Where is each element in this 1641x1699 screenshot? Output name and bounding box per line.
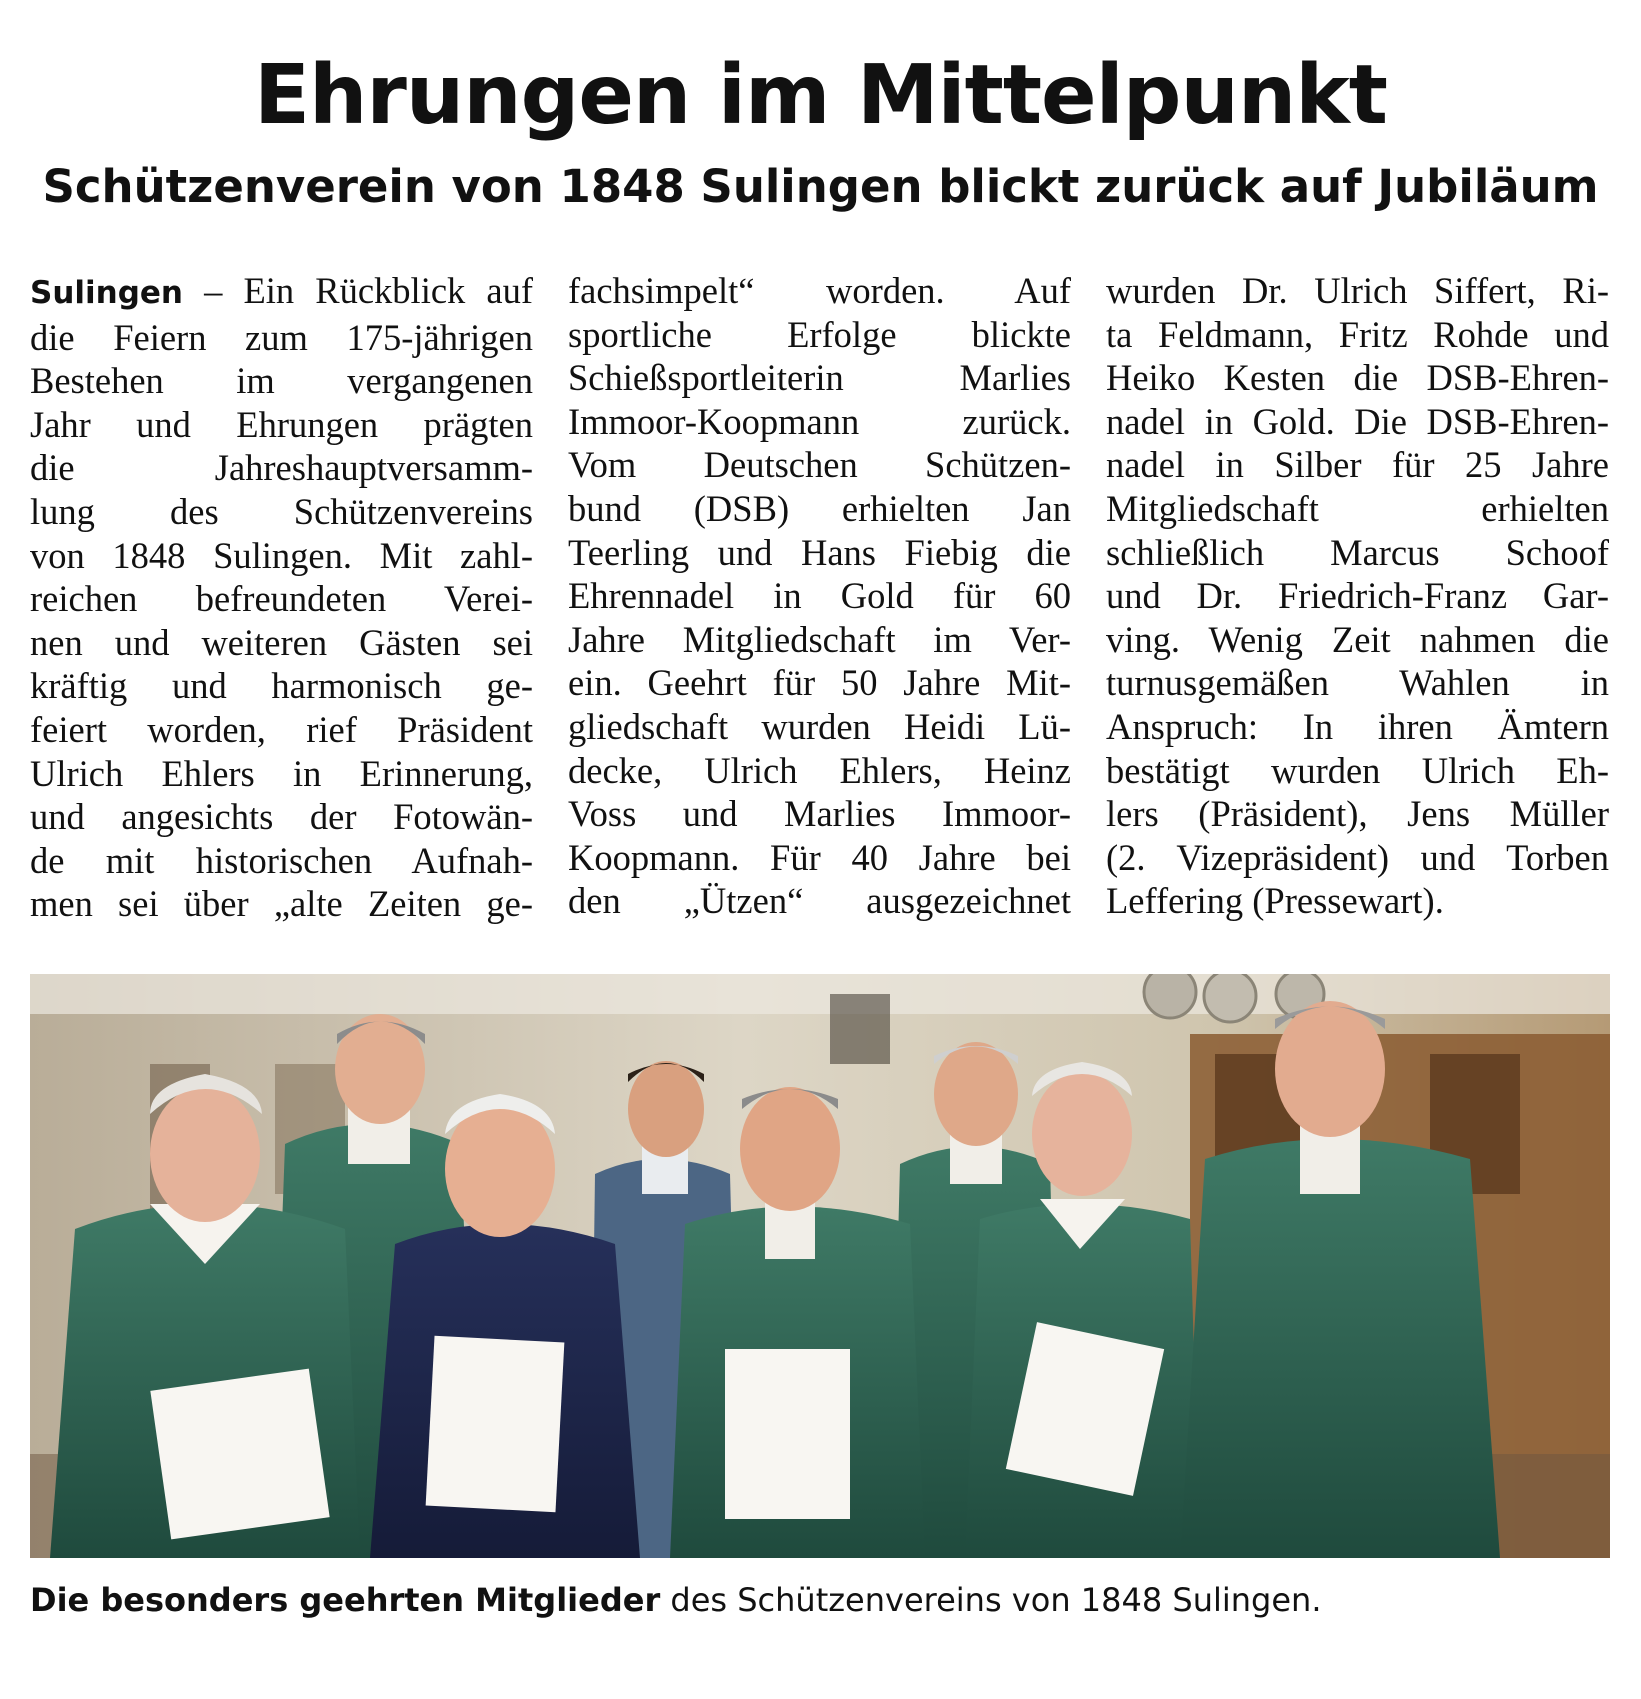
headline: Ehrungen im Mittelpunkt: [254, 48, 1387, 143]
text-line: und angesichts der Fotowän-: [30, 796, 533, 838]
text-line: Leffering (Pressewart).: [1106, 880, 1444, 922]
article-column-1: [30, 269, 533, 926]
text-line: Bestehen im vergangenen: [30, 360, 533, 402]
text-line: lung des Schützenvereins: [30, 490, 533, 532]
text-line: de mit historischen Aufnah-: [30, 839, 533, 881]
text-line: Ehrennadel in Gold für 60: [568, 575, 1071, 617]
text-line: ein. Geehrt für 50 Jahre Mit-: [568, 662, 1071, 704]
text-line: Anspruch: In ihren Ämtern: [1106, 705, 1609, 747]
text-line: kräftig und harmonisch ge-: [30, 665, 533, 707]
text-line: gliedschaft wurden Heidi Lü-: [568, 705, 1071, 747]
text-line: ving. Wenig Zeit nahmen die: [1106, 618, 1609, 660]
text-line: lers (Präsident), Jens Müller: [1106, 793, 1609, 835]
text-line: Vom Deutschen Schützen-: [568, 444, 1071, 486]
article-column-3: [1106, 269, 1609, 923]
text-line: men sei über „alte Zeiten ge-: [30, 883, 533, 925]
text-line: sportliche Erfolge blickte: [568, 313, 1071, 355]
text-line: Mitgliedschaft erhielten: [1106, 487, 1609, 529]
text-line: decke, Ulrich Ehlers, Heinz: [568, 749, 1071, 791]
text-line: die Jahreshauptversamm-: [30, 447, 533, 489]
text-line: ta Feldmann, Fritz Rohde und: [1106, 313, 1609, 355]
text-line: nadel in Gold. Die DSB-Ehren-: [1106, 400, 1609, 442]
photo-caption-rest: des Schützenvereins von 1848 Sulingen.: [660, 1581, 1322, 1619]
text-line: nadel in Silber für 25 Jahre: [1106, 444, 1609, 486]
text-line: Heiko Kesten die DSB-Ehren-: [1106, 357, 1609, 399]
group-photo: [30, 974, 1610, 1558]
text-line: von 1848 Sulingen. Mit zahl-: [30, 534, 533, 576]
photo-caption-bold: Die besonders geehrten Mitglieder: [30, 1581, 661, 1619]
text-line: wurden Dr. Ulrich Siffert, Ri-: [1106, 270, 1609, 311]
text-line: Schießsportleiterin Marlies: [568, 357, 1071, 399]
text-line: Immoor-Koopmann zurück.: [568, 400, 1071, 442]
text-line: Jahre Mitgliedschaft im Ver-: [568, 618, 1071, 660]
text-line: fachsimpelt“ worden. Auf: [568, 270, 1071, 311]
text-line: und Dr. Friedrich-Franz Gar-: [1106, 575, 1609, 617]
text-line: feiert worden, rief Präsident: [30, 708, 533, 750]
text-line: Voss und Marlies Immoor-: [568, 793, 1071, 835]
text-line: Teerling und Hans Fiebig die: [568, 531, 1071, 573]
decorative-plate: [1204, 974, 1256, 1022]
text-line: die Feiern zum 175-jährigen: [30, 316, 533, 358]
text-line: Koopmann. Für 40 Jahre bei: [568, 836, 1071, 878]
group-photo-illustration: [30, 974, 1610, 1558]
text-line: (2. Vizepräsident) und Torben: [1106, 836, 1609, 878]
article-column-2: [568, 269, 1071, 923]
text-line: turnusgemäßen Wahlen in: [1106, 662, 1609, 704]
text-line: reichen befreundeten Verei-: [30, 578, 533, 620]
text-line: bund (DSB) erhielten Jan: [568, 487, 1071, 529]
text-line: nen und weiteren Gästen sei: [30, 621, 533, 663]
text-line: bestätigt wurden Ulrich Eh-: [1106, 749, 1609, 791]
text-line: Ulrich Ehlers in Erinnerung,: [30, 752, 533, 794]
article-body: [30, 269, 1610, 929]
text-line: Sulingen – Ein Rückblick auf: [30, 270, 533, 311]
text-line: schließlich Marcus Schoof: [1106, 531, 1609, 573]
decorative-plate: [1144, 974, 1196, 1018]
text-line: Jahr und Ehrungen prägten: [30, 403, 533, 445]
dateline: Sulingen: [30, 275, 184, 311]
text-line: den „Ützen“ ausgezeichnet: [568, 880, 1071, 922]
wall-clock: [830, 994, 890, 1064]
subheadline: Schützenverein von 1848 Sulingen blickt zurück auf Jubiläum: [42, 160, 1599, 213]
ceiling: [30, 974, 1610, 1014]
photo-caption: [30, 1578, 1610, 1622]
